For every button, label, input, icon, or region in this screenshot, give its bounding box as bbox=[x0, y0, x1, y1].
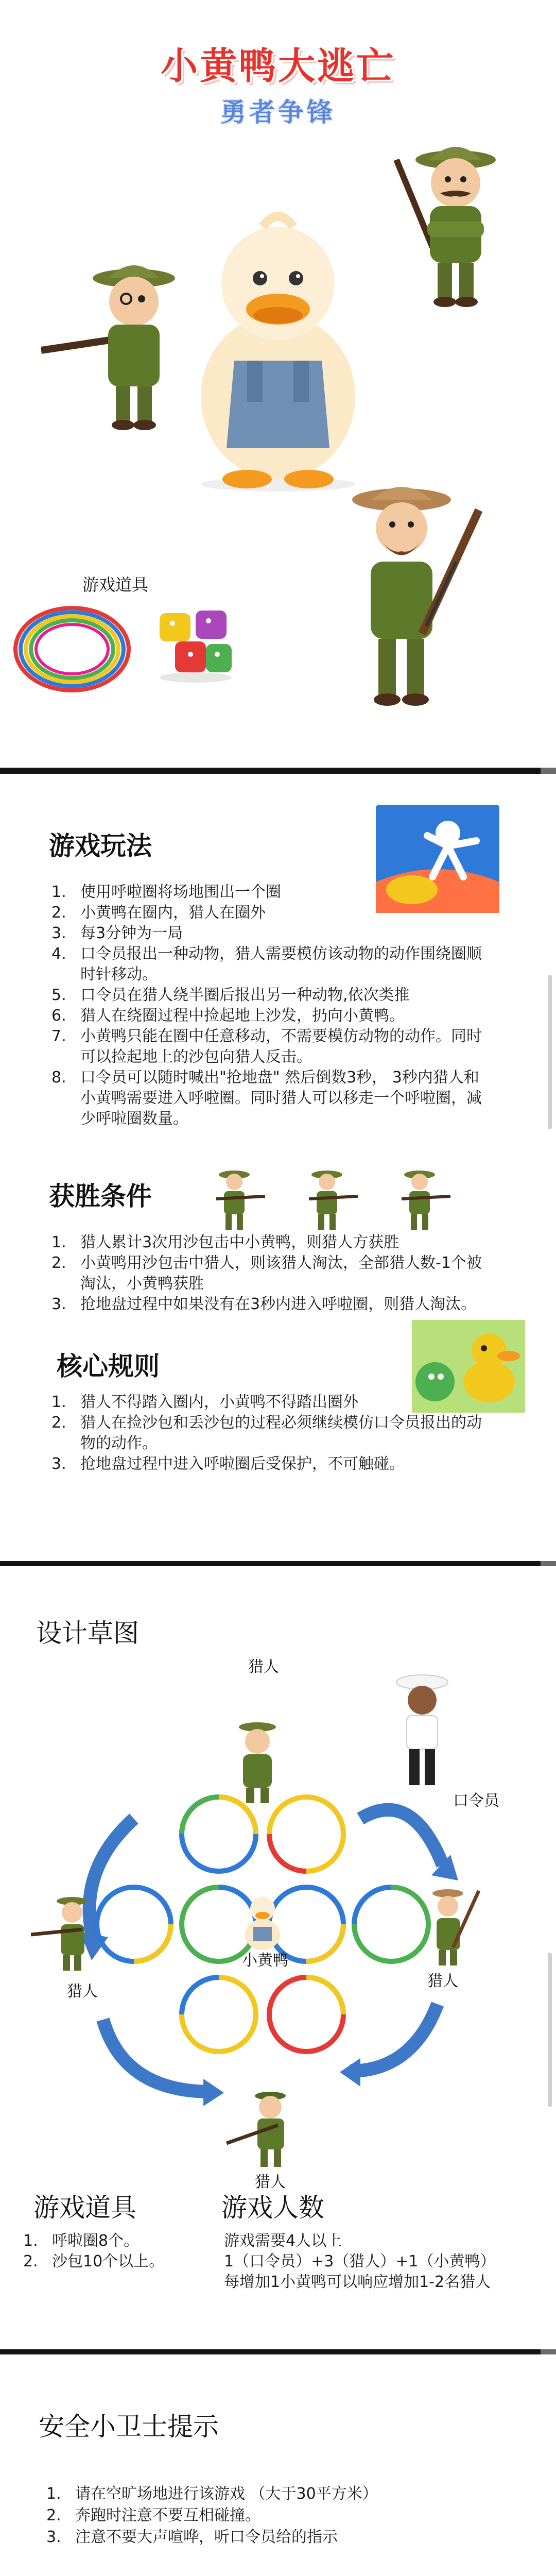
list-item: 3. 注意不要大声喧哗，听口令员给的指示 bbox=[46, 2528, 338, 2546]
hunter-icon-1 bbox=[206, 1165, 268, 1232]
list-item: 1. 猎人不得踏入圈内，小黄鸭不得踏出圈外 bbox=[51, 1393, 358, 1411]
core-heading: 核心规则 bbox=[57, 1351, 160, 1381]
gameplay-heading: 游戏玩法 bbox=[49, 831, 152, 861]
hunter-illustration-left bbox=[41, 242, 190, 433]
list-item: 6. 猎人在绕圈过程中捡起地上沙发，扔向小黄鸭。 bbox=[51, 1007, 405, 1025]
label-hunter-left: 猎人 bbox=[67, 1982, 98, 2001]
list-item: 1. 请在空旷场地进行该游戏 （大于30平方米） bbox=[46, 2485, 378, 2503]
list-item: 4. 口令员报出一种动物，猎人需要模仿该动物的动作围绕圈顺时针移动。 bbox=[51, 945, 482, 984]
label-caller: 口令员 bbox=[453, 1792, 499, 1810]
list-item: 3. 抢地盘过程中进入呼啦圈后受保护，不可触碰。 bbox=[51, 1455, 405, 1473]
scrollbar[interactable] bbox=[548, 1953, 552, 2107]
list-item: 5. 口令员在猎人绕半圈后报出另一种动物,依次类推 bbox=[51, 986, 410, 1004]
hunter-icon-2 bbox=[299, 1165, 360, 1232]
section-divider bbox=[0, 2349, 556, 2354]
victory-list bbox=[51, 1232, 494, 1315]
safety-panel bbox=[0, 2354, 556, 2576]
list-item: 1. 呼啦圈8个。 bbox=[23, 2232, 140, 2250]
sketch-heading: 设计草图 bbox=[36, 1618, 139, 1648]
hunter-illustration-bottom-right bbox=[335, 479, 489, 716]
list-item: 2. 奔跑时注意不要互相碰撞。 bbox=[46, 2506, 260, 2524]
hunter-illustration-top-right bbox=[391, 139, 510, 309]
players-line: 游戏需要4人以上 bbox=[224, 2232, 342, 2250]
list-item: 1. 使用呼啦圈将场地围出一个圈 bbox=[51, 883, 281, 901]
hula-hoops-icon bbox=[10, 603, 134, 696]
section-divider bbox=[0, 768, 556, 774]
sketch-panel bbox=[0, 1566, 556, 2349]
core-list bbox=[51, 1392, 494, 1475]
props-caption: 游戏道具 bbox=[82, 575, 149, 595]
players-line: 每增加1小黄鸭可以响应增加1-2名猎人 bbox=[224, 2273, 491, 2291]
props-heading: 游戏道具 bbox=[33, 2193, 136, 2223]
gameplay-list bbox=[51, 882, 360, 944]
victory-heading: 获胜条件 bbox=[49, 1181, 152, 1211]
list-item: 2. 沙包10个以上。 bbox=[23, 2252, 165, 2270]
list-item: 1. 猎人累计3次用沙包击中小黄鸭，则猎人方获胜 bbox=[51, 1233, 399, 1251]
label-hunter-top: 猎人 bbox=[248, 1658, 279, 1676]
safety-list bbox=[46, 2483, 510, 2548]
page-subtitle: 勇者争锋 bbox=[220, 97, 336, 127]
list-item: 3. 每3分钟为一局 bbox=[51, 924, 183, 942]
page-title: 小黄鸭大逃亡 bbox=[160, 44, 395, 88]
section-divider bbox=[0, 1561, 556, 1566]
label-hunter-bottom: 猎人 bbox=[255, 2173, 286, 2191]
list-item: 2. 小黄鸭在圈内，猎人在圈外 bbox=[51, 904, 266, 922]
duck-illustration bbox=[185, 206, 371, 495]
hunter-icon-3 bbox=[391, 1165, 453, 1232]
list-item: 2. 猎人在捡沙包和丢沙包的过程必须继续模仿口令员报出的动物的动作。 bbox=[51, 1414, 482, 1452]
list-item: 7. 小黄鸭只能在圈中任意移动，不需要模仿动物的动作。同时可以捡起地上的沙包向猎人反击。 bbox=[51, 1027, 482, 1066]
players-text bbox=[224, 2231, 548, 2293]
sketch-diagram bbox=[31, 1649, 525, 2174]
gameplay-illustration bbox=[376, 805, 499, 913]
scrollbar[interactable] bbox=[548, 975, 552, 1129]
label-duck: 小黄鸭 bbox=[242, 1952, 288, 1970]
safety-heading: 安全小卫士提示 bbox=[39, 2412, 219, 2442]
list-item: 2. 小黄鸭用沙包击中猎人，则该猎人淘汰，全部猎人数-1个被淘汰，小黄鸭获胜 bbox=[51, 1254, 482, 1293]
gameplay-list-wide bbox=[51, 944, 494, 1129]
players-heading: 游戏人数 bbox=[221, 2193, 324, 2223]
label-hunter-right: 猎人 bbox=[427, 1972, 458, 1990]
bean-bags-icon bbox=[154, 603, 237, 685]
players-line: 1（口令员）+3（猎人）+1（小黄鸭） bbox=[224, 2252, 496, 2270]
props-list bbox=[23, 2231, 208, 2272]
list-item: 8. 口令员可以随时喊出"抢地盘" 然后倒数3秒， 3秒内猎人和小黄鸭需要进入呼啦圈。同时猎人可以移走一个呼啦圈，减少呼啦圈数量。 bbox=[51, 1069, 482, 1128]
list-item: 3. 抢地盘过程中如果没有在3秒内进入呼啦圈，则猎人淘汰。 bbox=[51, 1295, 477, 1313]
rules-panel bbox=[0, 774, 556, 1561]
cover-panel bbox=[0, 0, 556, 768]
